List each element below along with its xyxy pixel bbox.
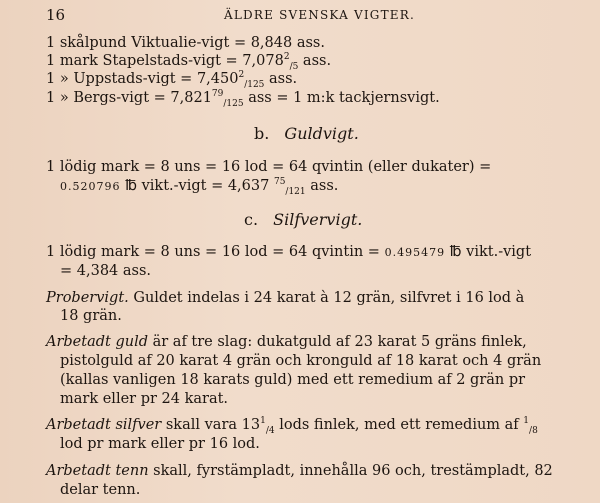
arbetadt-tenn-line-2: delar tenn. — [60, 482, 141, 498]
bergs-line: 1 » Bergs-vigt = $7,821^{79}_{/125}$ ass = 1 m:k tackjernsvigt. — [46, 89, 440, 109]
uppstads-line: 1 » Uppstads-vigt = $7,450^2_{/125}$ ass. — [46, 70, 298, 90]
arbetadt-guld-line-4: mark eller pr 24 karat. — [60, 391, 229, 407]
probervigt-term: Probervigt. — [46, 290, 129, 306]
running-title: ÄLDRE SVENSKA VIGTER. — [224, 8, 415, 22]
page-header — [46, 6, 570, 24]
stapelstads-line: 1 mark Stapelstads-vigt = $7,078^2_{/5}$ ass. — [46, 52, 332, 72]
arbetadt-guld-term: Arbetadt guld — [46, 334, 148, 350]
arbetadt-tenn-term: Arbetadt tenn — [46, 463, 149, 479]
viktualie-line-1: 1 skålpund Viktualie-vigt = 8,848 ass. — [46, 35, 325, 51]
guldvigt-heading: b. Guldvigt. — [254, 124, 359, 143]
page-number: 16 — [46, 6, 66, 24]
guld-line-2: 0.520796 ℔ vikt.-vigt = 4,637 $^{75}_{/121}$ ass. — [60, 177, 339, 197]
arbetadt-silfver-line-2: lod pr mark eller pr 16 lod. — [60, 436, 260, 452]
probervigt-line-1: Probervigt. Guldet indelas i 24 karat à 12 grän, silfvret i 16 lod à — [46, 290, 525, 306]
arbetadt-silfver-term: Arbetadt silfver — [46, 417, 162, 433]
probervigt-line-2: 18 grän. — [60, 308, 122, 324]
silfver-line-2: = 4,384 ass. — [60, 263, 152, 279]
arbetadt-guld-line-3: (kallas vanligen 18 karats guld) med ett remedium af 2 grän pr — [60, 372, 526, 388]
guld-line-1: 1 lödig mark = 8 uns = 16 lod = 64 qvintin (eller dukater) = — [46, 159, 492, 175]
arbetadt-tenn-line-1: Arbetadt tenn skall, fyrstämpladt, innehålla 96 och, trestämpladt, 82 — [46, 463, 553, 479]
silfvervigt-heading: c. Silfvervigt. — [244, 210, 363, 229]
silfver-line-1: 1 lödig mark = 8 uns = 16 lod = 64 qvintin = 0.495479 ℔ vikt.-vigt — [46, 244, 532, 260]
arbetadt-silfver-line-1: Arbetadt silfver skall vara $13^1_{/4}$ lods finlek, med ett remedium af $^1_{/8}$ — [46, 416, 538, 436]
arbetadt-guld-line-2: pistolguld af 20 karat 4 grän och kronguld af 18 karat och 4 grän — [60, 353, 542, 369]
arbetadt-guld-line-1: Arbetadt guld är af tre slag: dukatguld af 23 karat 5 gräns finlek, — [46, 334, 527, 350]
